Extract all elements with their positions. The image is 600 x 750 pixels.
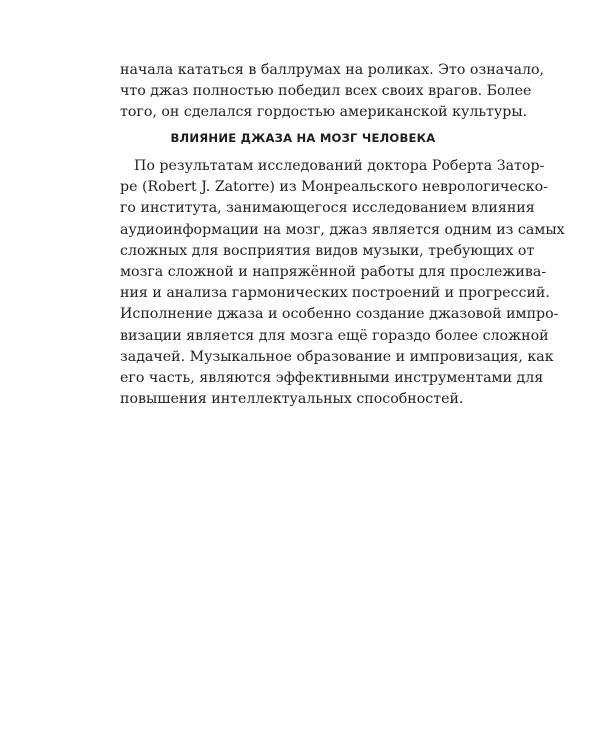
text-line: задачей. Музыкальное образование и импровизация, как (120, 348, 554, 365)
body-paragraph (120, 156, 565, 410)
text-line: того, он сделался гордостью американской культуры. (120, 104, 528, 121)
text-line: Исполнение джаза и особенно создание джазовой импро- (120, 306, 559, 323)
text-line: визации является для мозга ещё гораздо более сложной (120, 327, 549, 344)
text-line: мозга сложной и напряжённой работы для прослежива- (120, 263, 547, 280)
text-line: что джаз полностью победил всех своих врагов. Более (120, 83, 532, 100)
text-line: начала кататься в баллрумах на роликах. Это означало, (120, 62, 545, 78)
text-line: его часть, являются эффективными инструментами для (120, 369, 544, 386)
text-line: ния и анализа гармонических построений и прогрессий. (120, 285, 550, 302)
text-line: По результатам исследований доктора Роберта Затор- (134, 158, 545, 174)
text-line: аудиоинформации на мозг, джаз является одним из самых (120, 221, 565, 238)
intro-paragraph (120, 60, 545, 124)
text-line: сложных для восприятия видов музыки, требующих от (120, 242, 535, 259)
text-line: повышения интеллектуальных способностей. (120, 391, 464, 408)
text-line: го института, занимающегося исследованием влияния (120, 200, 535, 217)
text-line: ре (Robert J. Zatorre) из Монреальского неврологическо- (120, 179, 548, 196)
section-heading: ВЛИЯНИЕ ДЖАЗА НА МОЗГ ЧЕЛОВЕКА (170, 131, 436, 145)
